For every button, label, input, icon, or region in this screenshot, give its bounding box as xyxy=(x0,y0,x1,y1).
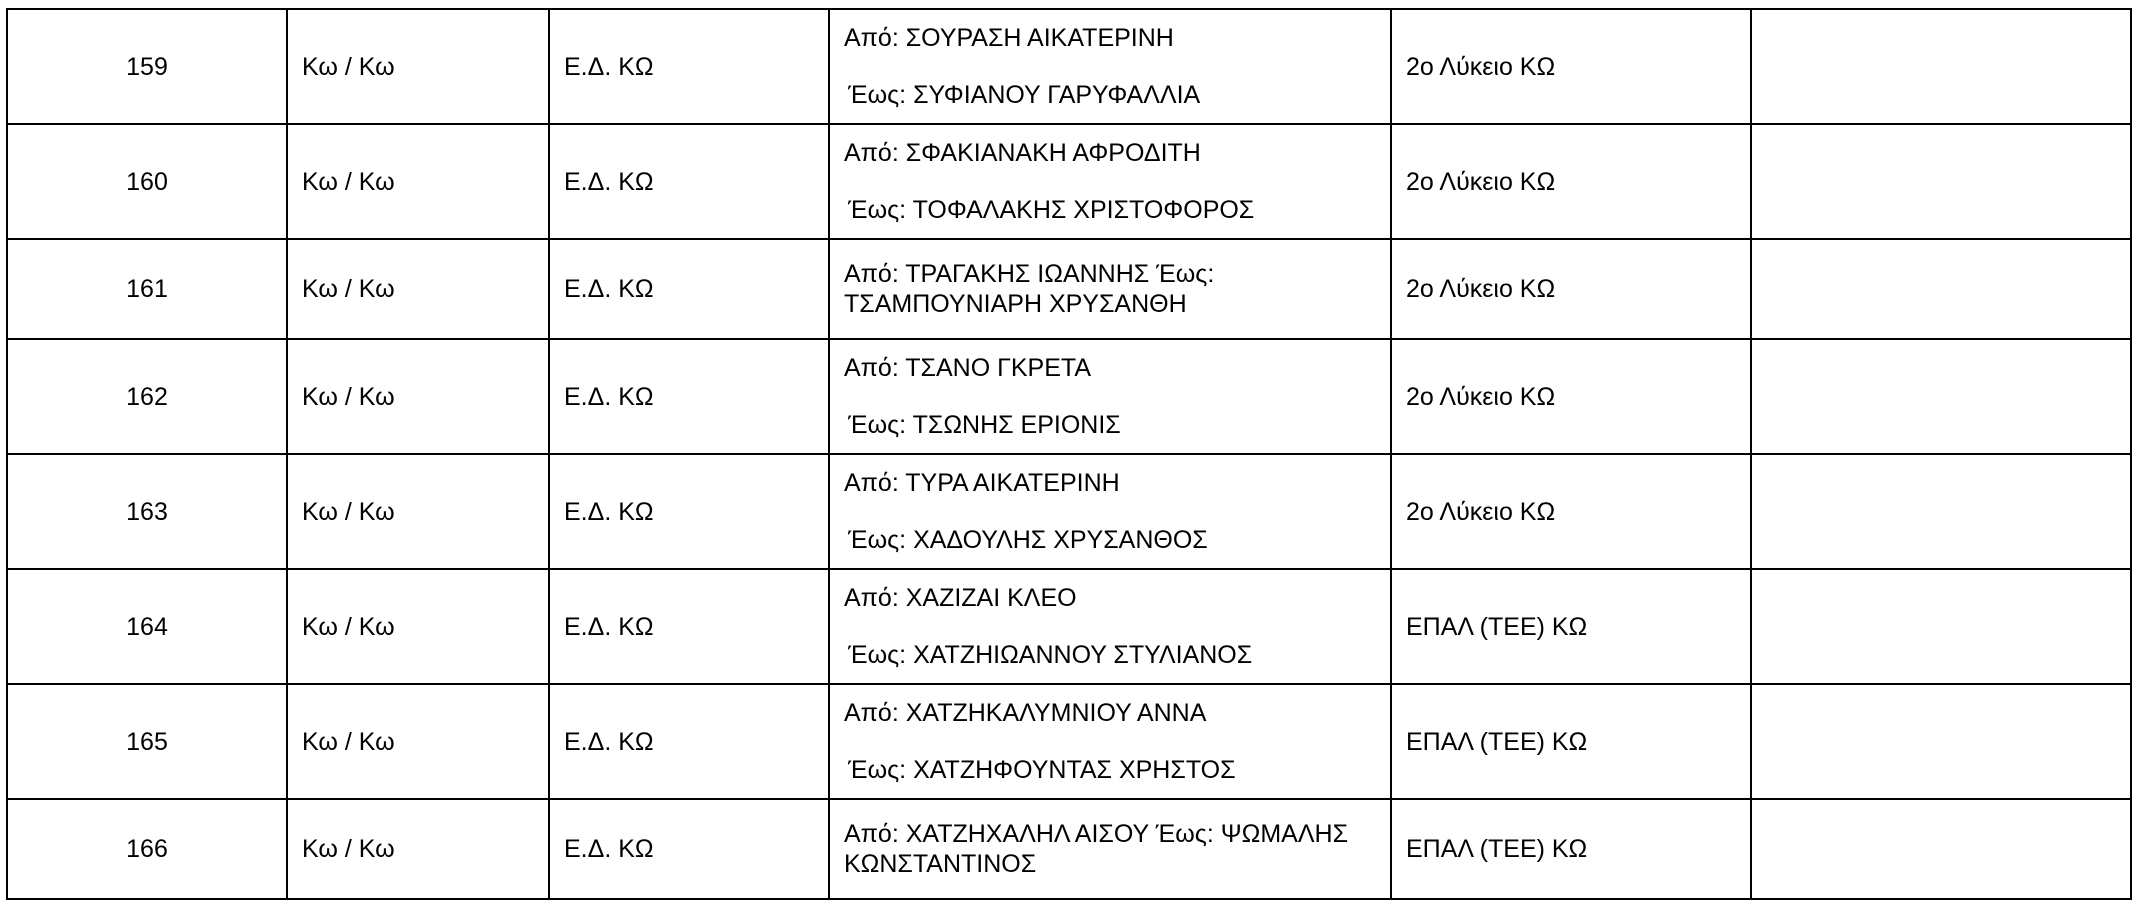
notes-cell xyxy=(1751,239,2131,339)
office-cell: Ε.Δ. ΚΩ xyxy=(549,239,829,339)
notes-cell xyxy=(1751,454,2131,569)
table-row xyxy=(7,239,2131,339)
notes-cell xyxy=(1751,684,2131,799)
notes-cell xyxy=(1751,569,2131,684)
notes-cell xyxy=(1751,339,2131,454)
school-cell: 2ο Λύκειο ΚΩ xyxy=(1391,454,1751,569)
range-to: Έως: ΧΑΤΖΗΦΟΥΝΤΑΣ ΧΡΗΣΤΟΣ xyxy=(848,756,1236,784)
municipality-cell: Κω / Κω xyxy=(287,799,549,899)
range-to: Έως: ΧΑΔΟΥΛΗΣ ΧΡΥΣΑΝΘΟΣ xyxy=(848,526,1208,554)
school-cell: 2ο Λύκειο ΚΩ xyxy=(1391,124,1751,239)
range-from: Από: ΤΣΑΝΟ ΓΚΡΕΤΑ xyxy=(844,354,1091,382)
range-from: Από: ΣΦΑΚΙΑΝΑΚΗ ΑΦΡΟΔΙΤΗ xyxy=(844,139,1201,167)
municipality-cell: Κω / Κω xyxy=(287,124,549,239)
table-row xyxy=(7,124,2131,239)
school-cell: ΕΠΑΛ (ΤΕΕ) ΚΩ xyxy=(1391,569,1751,684)
voter-range-cell xyxy=(829,799,1391,899)
range-from: Από: ΤΥΡΑ ΑΙΚΑΤΕΡΙΝΗ xyxy=(844,469,1120,497)
office-cell: Ε.Δ. ΚΩ xyxy=(549,124,829,239)
voter-range-cell xyxy=(829,339,1391,454)
table-row xyxy=(7,9,2131,124)
municipality-cell: Κω / Κω xyxy=(287,239,549,339)
school-cell: 2ο Λύκειο ΚΩ xyxy=(1391,339,1751,454)
range-from: Από: ΧΑΤΖΗΚΑΛΥΜΝΙΟΥ ΑΝΝΑ xyxy=(844,699,1207,727)
station-number: 162 xyxy=(7,339,287,454)
table-row xyxy=(7,799,2131,899)
school-cell: ΕΠΑΛ (ΤΕΕ) ΚΩ xyxy=(1391,684,1751,799)
office-cell: Ε.Δ. ΚΩ xyxy=(549,684,829,799)
range-text: Από: ΧΑΤΖΗΧΑΛΗΛ ΑΙΣΟΥ Έως: ΨΩΜΑΛΗΣ ΚΩΝΣΤΑΝΤΙΝΟΣ xyxy=(844,820,1349,878)
station-number: 164 xyxy=(7,569,287,684)
polling-stations-table xyxy=(6,8,2132,900)
school-cell: 2ο Λύκειο ΚΩ xyxy=(1391,9,1751,124)
office-cell: Ε.Δ. ΚΩ xyxy=(549,339,829,454)
notes-cell xyxy=(1751,124,2131,239)
range-to: Έως: ΧΑΤΖΗΙΩΑΝΝΟΥ ΣΤΥΛΙΑΝΟΣ xyxy=(848,641,1253,669)
station-number: 166 xyxy=(7,799,287,899)
station-number: 163 xyxy=(7,454,287,569)
station-number: 161 xyxy=(7,239,287,339)
voter-range-cell xyxy=(829,124,1391,239)
municipality-cell: Κω / Κω xyxy=(287,9,549,124)
school-cell: 2ο Λύκειο ΚΩ xyxy=(1391,239,1751,339)
voter-range-cell xyxy=(829,569,1391,684)
station-number: 160 xyxy=(7,124,287,239)
station-number: 159 xyxy=(7,9,287,124)
table-row xyxy=(7,684,2131,799)
table-row xyxy=(7,454,2131,569)
voter-range-cell xyxy=(829,239,1391,339)
range-to: Έως: ΤΟΦΑΛΑΚΗΣ ΧΡΙΣΤΟΦΟΡΟΣ xyxy=(848,196,1255,224)
range-from: Από: ΣΟΥΡΑΣΗ ΑΙΚΑΤΕΡΙΝΗ xyxy=(844,24,1174,52)
office-cell: Ε.Δ. ΚΩ xyxy=(549,9,829,124)
table-row xyxy=(7,339,2131,454)
station-number: 165 xyxy=(7,684,287,799)
voter-range-cell xyxy=(829,454,1391,569)
notes-cell xyxy=(1751,799,2131,899)
office-cell: Ε.Δ. ΚΩ xyxy=(549,569,829,684)
voter-range-cell xyxy=(829,684,1391,799)
voter-range-cell xyxy=(829,9,1391,124)
range-to: Έως: ΤΣΩΝΗΣ ΕΡΙΟΝΙΣ xyxy=(848,411,1121,439)
table-row xyxy=(7,569,2131,684)
range-to: Έως: ΣΥΦΙΑΝΟΥ ΓΑΡΥΦΑΛΛΙΑ xyxy=(848,81,1201,109)
school-cell: ΕΠΑΛ (ΤΕΕ) ΚΩ xyxy=(1391,799,1751,899)
range-text: Από: ΤΡΑΓΑΚΗΣ ΙΩΑΝΝΗΣ Έως: ΤΣΑΜΠΟΥΝΙΑΡΗ ΧΡΥΣΑΝΘΗ xyxy=(844,260,1215,318)
municipality-cell: Κω / Κω xyxy=(287,339,549,454)
municipality-cell: Κω / Κω xyxy=(287,684,549,799)
municipality-cell: Κω / Κω xyxy=(287,569,549,684)
office-cell: Ε.Δ. ΚΩ xyxy=(549,454,829,569)
notes-cell xyxy=(1751,9,2131,124)
range-from: Από: ΧΑΖΙΖΑΙ ΚΛΕΟ xyxy=(844,584,1077,612)
office-cell: Ε.Δ. ΚΩ xyxy=(549,799,829,899)
municipality-cell: Κω / Κω xyxy=(287,454,549,569)
